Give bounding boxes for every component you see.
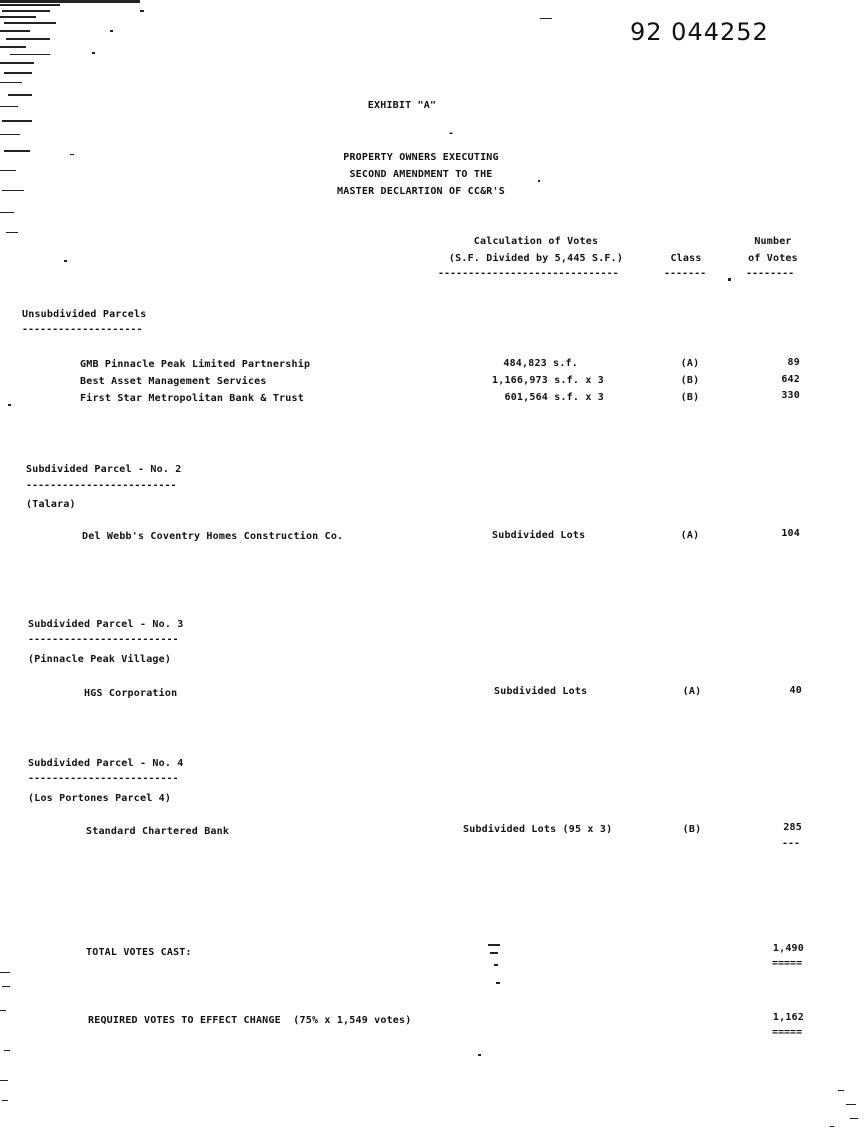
owner-class: (B) xyxy=(680,375,700,386)
column-header-votes-rule: -------- xyxy=(746,268,795,279)
vote-calculation: 484,823 s.f. xyxy=(503,358,578,369)
section-subtitle: (Los Portones Parcel 4) xyxy=(28,793,172,804)
header-tick: - xyxy=(448,128,455,139)
owner-name: First Star Metropolitan Bank & Trust xyxy=(80,393,304,404)
owner-class: (A) xyxy=(680,358,700,369)
section-title: Subdivided Parcel - No. 2 xyxy=(26,464,182,475)
exhibit-title: EXHIBIT "A" xyxy=(367,100,437,111)
section-title: Subdivided Parcel - No. 3 xyxy=(28,619,184,630)
vote-calculation: Subdivided Lots xyxy=(494,686,588,697)
column-header-calc-line-1: Calculation of Votes xyxy=(473,236,599,247)
owner-class: (B) xyxy=(682,824,702,835)
vote-count: 104 xyxy=(781,528,800,539)
column-header-votes-line-2: of Votes xyxy=(748,253,798,264)
section-underline: ------------------------- xyxy=(28,634,179,645)
section-subtitle: (Talara) xyxy=(26,499,76,510)
owner-name: Best Asset Management Services xyxy=(80,376,267,387)
section-title: Subdivided Parcel - No. 4 xyxy=(28,758,184,769)
heading-line-1: PROPERTY OWNERS EXECUTING xyxy=(343,152,499,163)
owner-name: Standard Chartered Bank xyxy=(86,826,230,837)
vote-count: 285 xyxy=(783,822,802,833)
column-header-votes-line-1: Number xyxy=(754,236,792,247)
section-underline: ------------------------- xyxy=(26,480,177,491)
vote-count: 330 xyxy=(781,390,800,401)
vote-calculation: 601,564 s.f. x 3 xyxy=(504,392,604,403)
vote-calculation: Subdivided Lots (95 x 3) xyxy=(463,824,613,835)
section-underline: -------------------- xyxy=(22,324,143,335)
total-votes-label: TOTAL VOTES CAST: xyxy=(86,947,192,958)
heading-line-3: MASTER DECLARTION OF CC&R'S xyxy=(337,186,505,197)
owner-name: HGS Corporation xyxy=(84,688,178,699)
required-votes-mark: ===== xyxy=(772,1027,803,1038)
heading-line-2: SECOND AMENDMENT TO THE xyxy=(349,169,493,180)
column-header-calc-line-2: (S.F. Divided by 5,445 S.F.) xyxy=(448,253,624,264)
sum-mark: --- xyxy=(782,838,801,849)
section-title: Unsubdivided Parcels xyxy=(22,309,147,320)
owner-class: (A) xyxy=(682,686,702,697)
vote-calculation: 1,166,973 s.f. x 3 xyxy=(492,375,604,386)
total-votes-mark: ===== xyxy=(772,958,803,969)
owner-class: (A) xyxy=(680,530,700,541)
column-header-class-rule: ------- xyxy=(664,268,707,279)
vote-count: 89 xyxy=(787,357,800,368)
section-subtitle: (Pinnacle Peak Village) xyxy=(28,654,172,665)
owner-name: GMB Pinnacle Peak Limited Partnership xyxy=(80,359,311,370)
vote-count: 40 xyxy=(789,685,802,696)
vote-count: 642 xyxy=(781,374,800,385)
vote-calculation: Subdivided Lots xyxy=(492,530,586,541)
required-votes-value: 1,162 xyxy=(772,1012,804,1023)
section-underline: ------------------------- xyxy=(28,773,179,784)
column-header-calc-rule: ------------------------------ xyxy=(438,268,619,279)
required-votes-label: REQUIRED VOTES TO EFFECT CHANGE (75% x 1,549 votes) xyxy=(88,1015,412,1026)
total-votes-value: 1,490 xyxy=(772,943,804,954)
owner-name: Del Webb's Coventry Homes Construction Co. xyxy=(82,531,344,542)
document-number: 92 044252 xyxy=(630,18,769,46)
column-header-class: Class xyxy=(670,253,702,264)
owner-class: (B) xyxy=(680,392,700,403)
